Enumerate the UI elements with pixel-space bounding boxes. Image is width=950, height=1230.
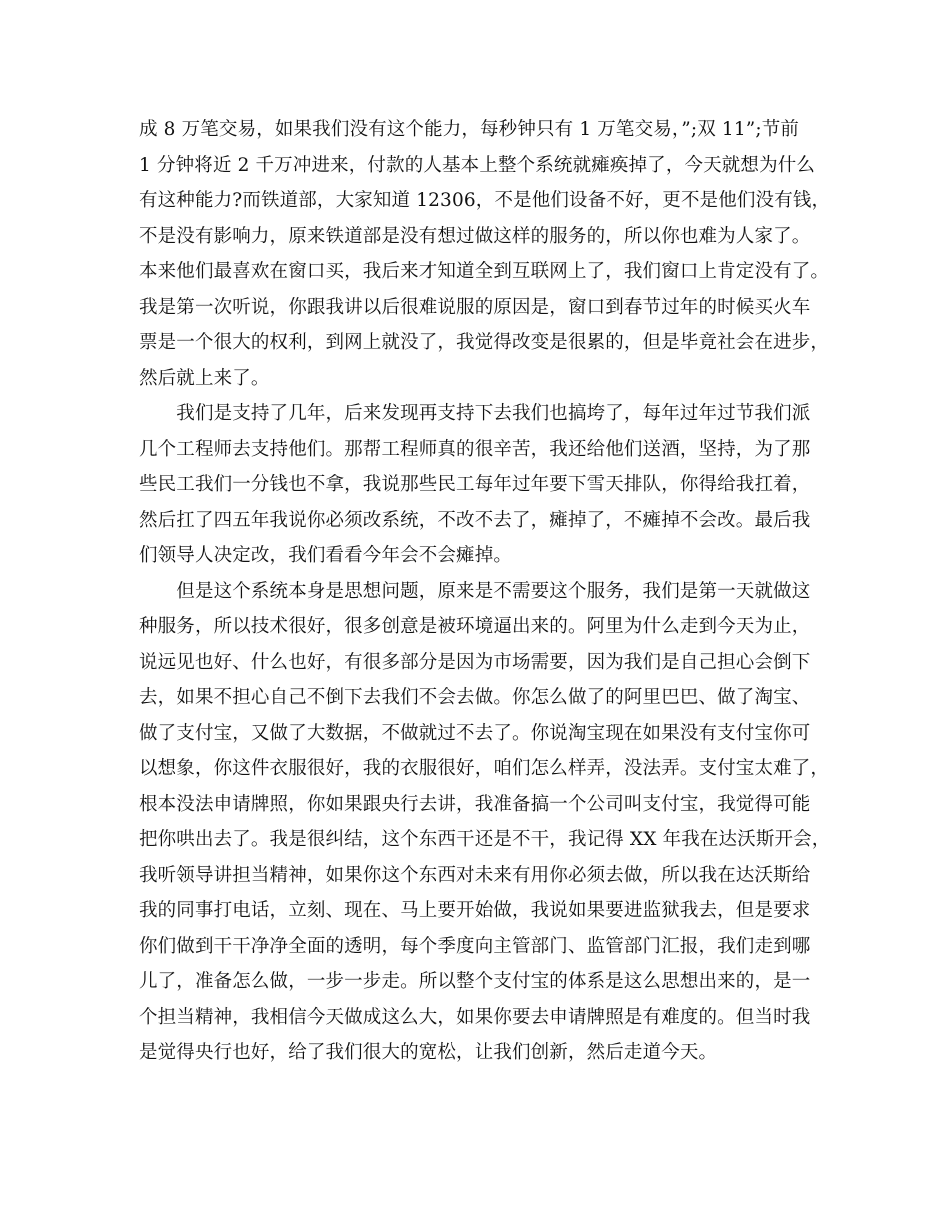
- text-line: 根本没法申请牌照，你如果跟央行去讲，我准备搞一个公司叫支付宝，我觉得可能: [139, 793, 811, 815]
- text-line: 本来他们最喜欢在窗口买，我后来才知道全到互联网上了，我们窗口上肯定没有了。: [139, 261, 830, 282]
- text-line: 以想象，你这件衣服很好，我的衣服很好，咱们怎么样弄，没法弄。支付宝太难了，: [139, 758, 830, 779]
- text-line: 我们是支持了几年，后来发现再支持下去我们也搞垮了，每年过年过节我们派: [139, 403, 811, 424]
- text-line: 们领导人决定改，我们看看今年会不会瘫掉。: [139, 545, 513, 566]
- text-line: 做了支付宝，又做了大数据，不做就过不去了。你说淘宝现在如果没有支付宝你可: [139, 722, 811, 744]
- text-line: 票是一个很大的权利，到网上就没了，我觉得改变是很累的，但是毕竟社会在进步，: [139, 332, 830, 353]
- text-line: 有这种能力?而铁道部，大家知道 12306，不是他们设备不好，更不是他们没有钱，: [139, 190, 831, 211]
- paragraph-3: [139, 574, 829, 1071]
- text-line: 是觉得央行也好，给了我们很大的宽松，让我们创新，然后走道今天。: [139, 1042, 718, 1063]
- text-line: 去，如果不担心自己不倒下去我们不会去做。你怎么做了的阿里巴巴、做了淘宝、: [139, 687, 811, 708]
- text-line: 我是第一次听说，你跟我讲以后很难说服的原因是，窗口到春节过年的时候买火车: [139, 296, 811, 318]
- text-line: 1 分钟将近 2 千万冲进来，付款的人基本上整个系统就瘫痪掉了，今天就想为什么: [139, 154, 816, 176]
- text-line: 些民工我们一分钱也不拿，我说那些民工每年过年要下雪天排队，你得给我扛着，: [139, 474, 811, 495]
- text-line: 把你哄出去了。我是很纠结，这个东西干还是不干，我记得 XX 年我在达沃斯开会，: [139, 829, 831, 850]
- text-line: 说远见也好、什么也好，有很多部分是因为市场需要，因为我们是自己担心会倒下: [139, 651, 811, 673]
- paragraph-2: [139, 396, 829, 574]
- text-line: 然后就上来了。: [139, 367, 270, 389]
- text-line: 儿了，准备怎么做，一步一步走。所以整个支付宝的体系是这么思想出来的，是一: [139, 971, 811, 992]
- document-body: [139, 112, 829, 1071]
- text-line: 但是这个系统本身是思想问题，原来是不需要这个服务，我们是第一天就做这: [139, 580, 811, 602]
- text-line: 不是没有影响力，原来铁道部是没有想过做这样的服务的，所以你也难为人家了。: [139, 225, 811, 247]
- text-line: 几个工程师去支持他们。那帮工程师真的很辛苦，我还给他们送酒，坚持，为了那: [139, 438, 811, 460]
- paragraph-1: [139, 112, 829, 396]
- text-line: 我的同事打电话，立刻、现在、马上要开始做，我说如果要进监狱我去，但是要求: [139, 900, 811, 921]
- text-line: 我听领导讲担当精神，如果你这个东西对未来有用你必须去做，所以我在达沃斯给: [139, 864, 811, 886]
- text-line: 然后扛了四五年我说你必须改系统，不改不去了，瘫掉了，不瘫掉不会改。最后我: [139, 509, 811, 531]
- text-line: 成 8 万笔交易，如果我们没有这个能力，每秒钟只有 1 万笔交易，”;双 11”;节前: [139, 119, 800, 140]
- text-line: 你们做到干干净净全面的透明，每个季度向主管部门、监管部门汇报，我们走到哪: [139, 935, 811, 957]
- text-line: 个担当精神，我相信今天做成这么大，如果你要去申请牌照是有难度的。但当时我: [139, 1006, 811, 1028]
- text-line: 种服务，所以技术很好，很多创意是被环境逼出来的。阿里为什么走到今天为止，: [139, 616, 811, 637]
